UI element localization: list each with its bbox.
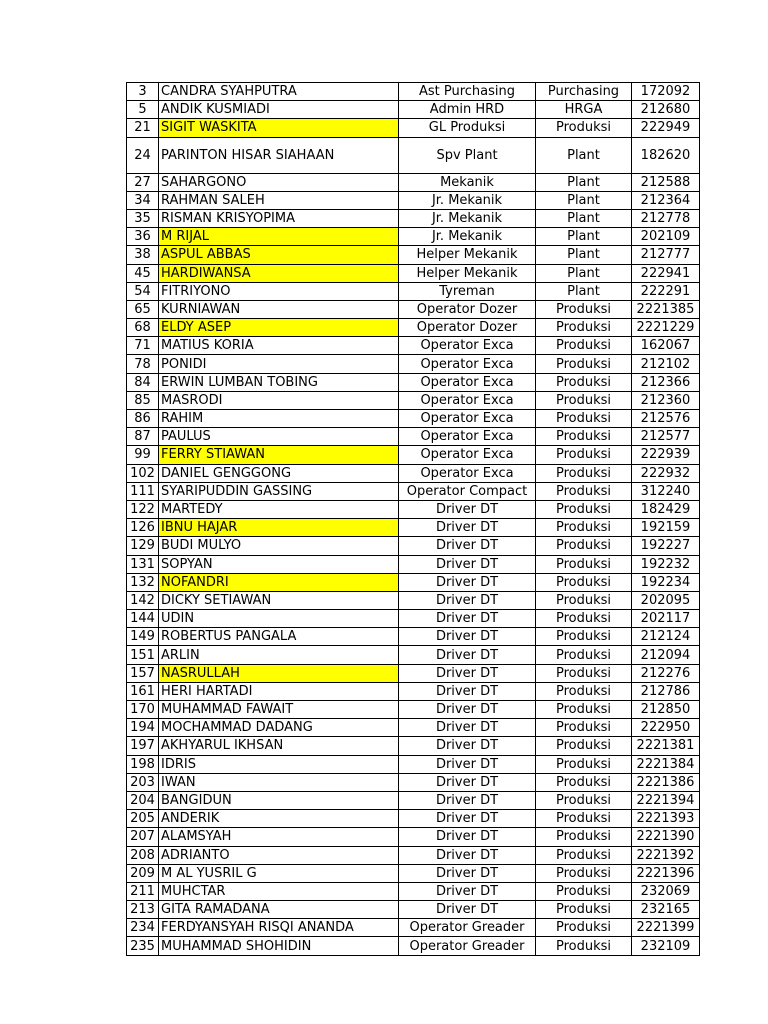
row-number-cell: 65 bbox=[127, 300, 159, 318]
employee-name-cell: NOFANDRI bbox=[159, 573, 399, 591]
department-cell: Produksi bbox=[536, 937, 632, 955]
employee-id-cell: 182620 bbox=[632, 137, 700, 173]
employee-id-cell: 212577 bbox=[632, 428, 700, 446]
table-row bbox=[127, 410, 700, 428]
employee-id-cell: 2221384 bbox=[632, 755, 700, 773]
table-row bbox=[127, 864, 700, 882]
employee-name-cell: UDIN bbox=[159, 610, 399, 628]
employee-id-cell: 202109 bbox=[632, 228, 700, 246]
table-row bbox=[127, 83, 700, 101]
table-row bbox=[127, 228, 700, 246]
employee-name-cell: BUDI MULYO bbox=[159, 537, 399, 555]
position-cell: Driver DT bbox=[399, 810, 536, 828]
employee-id-cell: 2221399 bbox=[632, 919, 700, 937]
employee-id-cell: 2221394 bbox=[632, 791, 700, 809]
department-cell: Produksi bbox=[536, 901, 632, 919]
employee-id-cell: 2221386 bbox=[632, 773, 700, 791]
row-number-cell: 204 bbox=[127, 791, 159, 809]
employee-name-cell: ASPUL ABBAS bbox=[159, 246, 399, 264]
table-row bbox=[127, 773, 700, 791]
row-number-cell: 194 bbox=[127, 719, 159, 737]
table-row bbox=[127, 610, 700, 628]
row-number-cell: 38 bbox=[127, 246, 159, 264]
employee-name-cell: MUHCTAR bbox=[159, 882, 399, 900]
employee-id-cell: 212102 bbox=[632, 355, 700, 373]
department-cell: Produksi bbox=[536, 500, 632, 518]
employee-id-cell: 212786 bbox=[632, 682, 700, 700]
employee-id-cell: 222939 bbox=[632, 446, 700, 464]
employee-id-cell: 2221381 bbox=[632, 737, 700, 755]
row-number-cell: 205 bbox=[127, 810, 159, 828]
row-number-cell: 151 bbox=[127, 646, 159, 664]
row-number-cell: 99 bbox=[127, 446, 159, 464]
employee-name-cell: SIGIT WASKITA bbox=[159, 119, 399, 137]
table-row bbox=[127, 191, 700, 209]
department-cell: Produksi bbox=[536, 828, 632, 846]
table-row bbox=[127, 901, 700, 919]
table-row bbox=[127, 337, 700, 355]
row-number-cell: 161 bbox=[127, 682, 159, 700]
position-cell: GL Produksi bbox=[399, 119, 536, 137]
employee-id-cell: 2221390 bbox=[632, 828, 700, 846]
employee-name-cell: HARDIWANSA bbox=[159, 264, 399, 282]
row-number-cell: 102 bbox=[127, 464, 159, 482]
department-cell: Produksi bbox=[536, 701, 632, 719]
employee-name-cell: PONIDI bbox=[159, 355, 399, 373]
employee-id-cell: 192232 bbox=[632, 555, 700, 573]
table-row bbox=[127, 355, 700, 373]
position-cell: Driver DT bbox=[399, 628, 536, 646]
employee-name-cell: ANDERIK bbox=[159, 810, 399, 828]
employee-name-cell: IDRIS bbox=[159, 755, 399, 773]
employee-id-cell: 192159 bbox=[632, 519, 700, 537]
employee-id-cell: 232069 bbox=[632, 882, 700, 900]
employee-name-cell: MOCHAMMAD DADANG bbox=[159, 719, 399, 737]
table-row bbox=[127, 628, 700, 646]
department-cell: Produksi bbox=[536, 664, 632, 682]
table-row bbox=[127, 173, 700, 191]
employee-name-cell: MARTEDY bbox=[159, 500, 399, 518]
position-cell: Driver DT bbox=[399, 519, 536, 537]
employee-name-cell: PARINTON HISAR SIAHAAN bbox=[159, 137, 399, 173]
table-row bbox=[127, 428, 700, 446]
position-cell: Operator Dozer bbox=[399, 300, 536, 318]
table-row bbox=[127, 828, 700, 846]
department-cell: Plant bbox=[536, 282, 632, 300]
row-number-cell: 144 bbox=[127, 610, 159, 628]
department-cell: Produksi bbox=[536, 882, 632, 900]
department-cell: Produksi bbox=[536, 773, 632, 791]
row-number-cell: 149 bbox=[127, 628, 159, 646]
department-cell: Produksi bbox=[536, 355, 632, 373]
position-cell: Driver DT bbox=[399, 864, 536, 882]
department-cell: Produksi bbox=[536, 591, 632, 609]
position-cell: Spv Plant bbox=[399, 137, 536, 173]
position-cell: Tyreman bbox=[399, 282, 536, 300]
row-number-cell: 132 bbox=[127, 573, 159, 591]
row-number-cell: 170 bbox=[127, 701, 159, 719]
department-cell: Plant bbox=[536, 173, 632, 191]
employee-name-cell: MUHAMMAD FAWAIT bbox=[159, 701, 399, 719]
position-cell: Driver DT bbox=[399, 610, 536, 628]
department-cell: Produksi bbox=[536, 519, 632, 537]
employee-id-cell: 2221385 bbox=[632, 300, 700, 318]
position-cell: Operator Exca bbox=[399, 355, 536, 373]
department-cell: Produksi bbox=[536, 555, 632, 573]
row-number-cell: 84 bbox=[127, 373, 159, 391]
position-cell: Helper Mekanik bbox=[399, 246, 536, 264]
table-row bbox=[127, 119, 700, 137]
row-number-cell: 71 bbox=[127, 337, 159, 355]
table-row bbox=[127, 737, 700, 755]
row-number-cell: 203 bbox=[127, 773, 159, 791]
position-cell: Driver DT bbox=[399, 646, 536, 664]
employee-name-cell: IBNU HAJAR bbox=[159, 519, 399, 537]
department-cell: Produksi bbox=[536, 119, 632, 137]
employee-id-cell: 232165 bbox=[632, 901, 700, 919]
department-cell: Plant bbox=[536, 137, 632, 173]
row-number-cell: 157 bbox=[127, 664, 159, 682]
department-cell: Produksi bbox=[536, 337, 632, 355]
row-number-cell: 45 bbox=[127, 264, 159, 282]
department-cell: Produksi bbox=[536, 864, 632, 882]
employee-id-cell: 312240 bbox=[632, 482, 700, 500]
table-row bbox=[127, 464, 700, 482]
position-cell: Driver DT bbox=[399, 555, 536, 573]
employee-name-cell: ROBERTUS PANGALA bbox=[159, 628, 399, 646]
row-number-cell: 126 bbox=[127, 519, 159, 537]
department-cell: Produksi bbox=[536, 646, 632, 664]
employee-id-cell: 222950 bbox=[632, 719, 700, 737]
table-row bbox=[127, 137, 700, 173]
employee-name-cell: M RIJAL bbox=[159, 228, 399, 246]
position-cell: Helper Mekanik bbox=[399, 264, 536, 282]
employee-id-cell: 212680 bbox=[632, 101, 700, 119]
employee-name-cell: ALAMSYAH bbox=[159, 828, 399, 846]
department-cell: Purchasing bbox=[536, 83, 632, 101]
position-cell: Driver DT bbox=[399, 828, 536, 846]
employee-id-cell: 212276 bbox=[632, 664, 700, 682]
position-cell: Driver DT bbox=[399, 791, 536, 809]
position-cell: Driver DT bbox=[399, 755, 536, 773]
table-row bbox=[127, 319, 700, 337]
department-cell: Produksi bbox=[536, 628, 632, 646]
row-number-cell: 5 bbox=[127, 101, 159, 119]
department-cell: Produksi bbox=[536, 319, 632, 337]
department-cell: Plant bbox=[536, 228, 632, 246]
position-cell: Driver DT bbox=[399, 882, 536, 900]
row-number-cell: 34 bbox=[127, 191, 159, 209]
row-number-cell: 234 bbox=[127, 919, 159, 937]
position-cell: Driver DT bbox=[399, 846, 536, 864]
employee-name-cell: PAULUS bbox=[159, 428, 399, 446]
employee-name-cell: FERDYANSYAH RISQI ANANDA bbox=[159, 919, 399, 937]
employee-name-cell: KURNIAWAN bbox=[159, 300, 399, 318]
position-cell: Operator Compact bbox=[399, 482, 536, 500]
employee-name-cell: DICKY SETIAWAN bbox=[159, 591, 399, 609]
position-cell: Driver DT bbox=[399, 500, 536, 518]
position-cell: Driver DT bbox=[399, 682, 536, 700]
position-cell: Operator Greader bbox=[399, 919, 536, 937]
department-cell: Produksi bbox=[536, 537, 632, 555]
row-number-cell: 209 bbox=[127, 864, 159, 882]
employee-id-cell: 232109 bbox=[632, 937, 700, 955]
department-cell: HRGA bbox=[536, 101, 632, 119]
employee-name-cell: BANGIDUN bbox=[159, 791, 399, 809]
position-cell: Operator Exca bbox=[399, 337, 536, 355]
employee-id-cell: 212364 bbox=[632, 191, 700, 209]
table-row bbox=[127, 519, 700, 537]
position-cell: Driver DT bbox=[399, 537, 536, 555]
row-number-cell: 198 bbox=[127, 755, 159, 773]
employee-id-cell: 162067 bbox=[632, 337, 700, 355]
department-cell: Produksi bbox=[536, 410, 632, 428]
table-row bbox=[127, 755, 700, 773]
employee-id-cell: 2221392 bbox=[632, 846, 700, 864]
employee-name-cell: MUHAMMAD SHOHIDIN bbox=[159, 937, 399, 955]
department-cell: Produksi bbox=[536, 373, 632, 391]
employee-name-cell: ELDY ASEP bbox=[159, 319, 399, 337]
table-row bbox=[127, 573, 700, 591]
employee-name-cell: RAHMAN SALEH bbox=[159, 191, 399, 209]
table-row bbox=[127, 810, 700, 828]
row-number-cell: 3 bbox=[127, 83, 159, 101]
employee-id-cell: 202117 bbox=[632, 610, 700, 628]
employee-name-cell: ANDIK KUSMIADI bbox=[159, 101, 399, 119]
position-cell: Driver DT bbox=[399, 901, 536, 919]
employee-id-cell: 172092 bbox=[632, 83, 700, 101]
table-row bbox=[127, 282, 700, 300]
position-cell: Admin HRD bbox=[399, 101, 536, 119]
employee-name-cell: DANIEL GENGGONG bbox=[159, 464, 399, 482]
table-row bbox=[127, 719, 700, 737]
row-number-cell: 111 bbox=[127, 482, 159, 500]
department-cell: Produksi bbox=[536, 737, 632, 755]
department-cell: Produksi bbox=[536, 719, 632, 737]
employee-id-cell: 212124 bbox=[632, 628, 700, 646]
row-number-cell: 54 bbox=[127, 282, 159, 300]
department-cell: Plant bbox=[536, 209, 632, 227]
employee-name-cell: HERI HARTADI bbox=[159, 682, 399, 700]
table-row bbox=[127, 446, 700, 464]
table-row bbox=[127, 919, 700, 937]
table-row bbox=[127, 791, 700, 809]
position-cell: Driver DT bbox=[399, 773, 536, 791]
row-number-cell: 36 bbox=[127, 228, 159, 246]
row-number-cell: 35 bbox=[127, 209, 159, 227]
table-row bbox=[127, 500, 700, 518]
employee-name-cell: M AL YUSRIL G bbox=[159, 864, 399, 882]
employee-id-cell: 222291 bbox=[632, 282, 700, 300]
position-cell: Operator Exca bbox=[399, 464, 536, 482]
position-cell: Jr. Mekanik bbox=[399, 191, 536, 209]
row-number-cell: 197 bbox=[127, 737, 159, 755]
position-cell: Driver DT bbox=[399, 719, 536, 737]
employee-name-cell: ADRIANTO bbox=[159, 846, 399, 864]
employee-id-cell: 222941 bbox=[632, 264, 700, 282]
department-cell: Plant bbox=[536, 246, 632, 264]
employee-id-cell: 192234 bbox=[632, 573, 700, 591]
employee-id-cell: 2221229 bbox=[632, 319, 700, 337]
employee-id-cell: 212777 bbox=[632, 246, 700, 264]
employee-id-cell: 182429 bbox=[632, 500, 700, 518]
employee-id-cell: 222949 bbox=[632, 119, 700, 137]
employee-name-cell: MATIUS KORIA bbox=[159, 337, 399, 355]
employee-name-cell: RAHIM bbox=[159, 410, 399, 428]
table-row bbox=[127, 555, 700, 573]
row-number-cell: 131 bbox=[127, 555, 159, 573]
row-number-cell: 78 bbox=[127, 355, 159, 373]
row-number-cell: 235 bbox=[127, 937, 159, 955]
employee-id-cell: 212366 bbox=[632, 373, 700, 391]
employee-name-cell: AKHYARUL IKHSAN bbox=[159, 737, 399, 755]
department-cell: Produksi bbox=[536, 300, 632, 318]
employee-name-cell: FERRY STIAWAN bbox=[159, 446, 399, 464]
employee-id-cell: 2221396 bbox=[632, 864, 700, 882]
department-cell: Plant bbox=[536, 264, 632, 282]
employee-name-cell: SYARIPUDDIN GASSING bbox=[159, 482, 399, 500]
employee-name-cell: ERWIN LUMBAN TOBING bbox=[159, 373, 399, 391]
position-cell: Operator Exca bbox=[399, 410, 536, 428]
department-cell: Produksi bbox=[536, 610, 632, 628]
position-cell: Operator Dozer bbox=[399, 319, 536, 337]
table-row bbox=[127, 664, 700, 682]
employee-name-cell: FITRIYONO bbox=[159, 282, 399, 300]
table-row bbox=[127, 264, 700, 282]
employee-name-cell: CANDRA SYAHPUTRA bbox=[159, 83, 399, 101]
table-row bbox=[127, 846, 700, 864]
department-cell: Produksi bbox=[536, 919, 632, 937]
table-row bbox=[127, 482, 700, 500]
employee-id-cell: 212850 bbox=[632, 701, 700, 719]
row-number-cell: 24 bbox=[127, 137, 159, 173]
row-number-cell: 85 bbox=[127, 391, 159, 409]
department-cell: Produksi bbox=[536, 573, 632, 591]
position-cell: Driver DT bbox=[399, 664, 536, 682]
employee-table bbox=[126, 82, 700, 956]
row-number-cell: 208 bbox=[127, 846, 159, 864]
row-number-cell: 213 bbox=[127, 901, 159, 919]
table-row bbox=[127, 209, 700, 227]
department-cell: Produksi bbox=[536, 810, 632, 828]
employee-id-cell: 192227 bbox=[632, 537, 700, 555]
employee-id-cell: 222932 bbox=[632, 464, 700, 482]
position-cell: Operator Exca bbox=[399, 428, 536, 446]
row-number-cell: 21 bbox=[127, 119, 159, 137]
department-cell: Produksi bbox=[536, 755, 632, 773]
employee-id-cell: 202095 bbox=[632, 591, 700, 609]
table-row bbox=[127, 646, 700, 664]
table-row bbox=[127, 537, 700, 555]
table-row bbox=[127, 937, 700, 955]
department-cell: Produksi bbox=[536, 428, 632, 446]
department-cell: Produksi bbox=[536, 464, 632, 482]
position-cell: Jr. Mekanik bbox=[399, 209, 536, 227]
employee-name-cell: GITA RAMADANA bbox=[159, 901, 399, 919]
table-row bbox=[127, 701, 700, 719]
employee-name-cell: NASRULLAH bbox=[159, 664, 399, 682]
row-number-cell: 122 bbox=[127, 500, 159, 518]
table-row bbox=[127, 682, 700, 700]
employee-name-cell: SOPYAN bbox=[159, 555, 399, 573]
department-cell: Produksi bbox=[536, 846, 632, 864]
department-cell: Plant bbox=[536, 191, 632, 209]
department-cell: Produksi bbox=[536, 446, 632, 464]
table-row bbox=[127, 882, 700, 900]
position-cell: Operator Exca bbox=[399, 373, 536, 391]
table-row bbox=[127, 391, 700, 409]
employee-id-cell: 212576 bbox=[632, 410, 700, 428]
row-number-cell: 68 bbox=[127, 319, 159, 337]
table-row bbox=[127, 373, 700, 391]
row-number-cell: 211 bbox=[127, 882, 159, 900]
position-cell: Ast Purchasing bbox=[399, 83, 536, 101]
department-cell: Produksi bbox=[536, 482, 632, 500]
row-number-cell: 86 bbox=[127, 410, 159, 428]
employee-name-cell: IWAN bbox=[159, 773, 399, 791]
position-cell: Operator Exca bbox=[399, 391, 536, 409]
employee-id-cell: 2221393 bbox=[632, 810, 700, 828]
employee-table-body bbox=[127, 83, 700, 956]
position-cell: Driver DT bbox=[399, 591, 536, 609]
position-cell: Operator Exca bbox=[399, 446, 536, 464]
row-number-cell: 142 bbox=[127, 591, 159, 609]
row-number-cell: 207 bbox=[127, 828, 159, 846]
table-row bbox=[127, 300, 700, 318]
employee-name-cell: MASRODI bbox=[159, 391, 399, 409]
department-cell: Produksi bbox=[536, 791, 632, 809]
position-cell: Driver DT bbox=[399, 737, 536, 755]
row-number-cell: 27 bbox=[127, 173, 159, 191]
department-cell: Produksi bbox=[536, 391, 632, 409]
employee-id-cell: 212360 bbox=[632, 391, 700, 409]
employee-name-cell: ARLIN bbox=[159, 646, 399, 664]
table-row bbox=[127, 101, 700, 119]
position-cell: Driver DT bbox=[399, 573, 536, 591]
position-cell: Driver DT bbox=[399, 701, 536, 719]
employee-id-cell: 212778 bbox=[632, 209, 700, 227]
table-row bbox=[127, 591, 700, 609]
row-number-cell: 87 bbox=[127, 428, 159, 446]
position-cell: Jr. Mekanik bbox=[399, 228, 536, 246]
position-cell: Mekanik bbox=[399, 173, 536, 191]
employee-id-cell: 212588 bbox=[632, 173, 700, 191]
row-number-cell: 129 bbox=[127, 537, 159, 555]
table-row bbox=[127, 246, 700, 264]
employee-name-cell: SAHARGONO bbox=[159, 173, 399, 191]
department-cell: Produksi bbox=[536, 682, 632, 700]
position-cell: Operator Greader bbox=[399, 937, 536, 955]
employee-id-cell: 212094 bbox=[632, 646, 700, 664]
employee-name-cell: RISMAN KRISYOPIMA bbox=[159, 209, 399, 227]
